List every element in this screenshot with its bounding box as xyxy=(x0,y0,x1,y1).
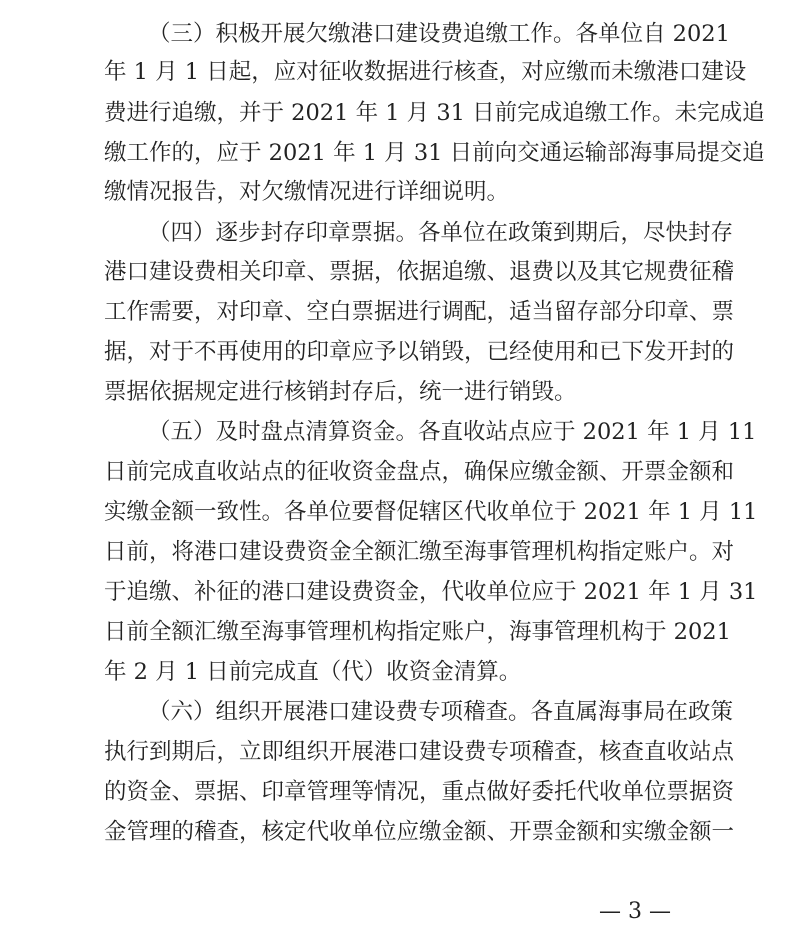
text-line: 年 2 月 1 日前完成直（代）收资金清算。 xyxy=(104,659,522,685)
text-line: （三）积极开展欠缴港口建设费追缴工作。各单位自 2021 xyxy=(148,21,730,47)
text-line: 港口建设费相关印章、票据，依据追缴、退费以及其它规费征稽 xyxy=(104,259,735,285)
text-line: 的资金、票据、印章管理等情况，重点做好委托代收单位票据资 xyxy=(104,779,735,805)
text-line: 缴工作的，应于 2021 年 1 月 31 日前向交通运输部海事局提交追 xyxy=(104,140,765,166)
text-line: （五）及时盘点清算资金。各直收站点应于 2021 年 1 月 11 xyxy=(148,419,757,445)
text-line: 费进行追缴，并于 2021 年 1 月 31 日前完成追缴工作。未完成追 xyxy=(104,100,765,126)
text-line: （六）组织开展港口建设费专项稽查。各直属海事局在政策 xyxy=(148,699,734,725)
text-line: 日前全额汇缴至海事管理机构指定账户，海事管理机构于 2021 xyxy=(104,619,731,645)
text-line: 缴情况报告，对欠缴情况进行详细说明。 xyxy=(104,179,510,205)
text-line: 日前完成直收站点的征收资金盘点，确保应缴金额、开票金额和 xyxy=(104,459,735,485)
text-line: 于追缴、补征的港口建设费资金，代收单位应于 2021 年 1 月 31 xyxy=(104,579,758,605)
text-line: 金管理的稽查，核定代收单位应缴金额、开票金额和实缴金额一 xyxy=(104,819,735,845)
text-line: 票据依据规定进行核销封存后，统一进行销毁。 xyxy=(104,379,577,405)
text-line: 据，对于不再使用的印章应予以销毁，已经使用和已下发开封的 xyxy=(104,339,735,365)
text-line: 执行到期后，立即组织开展港口建设费专项稽查，核查直收站点 xyxy=(104,739,735,765)
page-number: — 3 — xyxy=(599,899,671,924)
text-line: 日前，将港口建设费资金全额汇缴至海事管理机构指定账户。对 xyxy=(104,539,735,565)
text-line: 年 1 月 1 日起，应对征收数据进行核查，对应缴而未缴港口建设 xyxy=(104,59,747,85)
text-line: 实缴金额一致性。各单位要督促辖区代收单位于 2021 年 1 月 11 xyxy=(104,499,758,525)
text-line: （四）逐步封存印章票据。各单位在政策到期后，尽快封存 xyxy=(148,220,734,246)
text-line: 工作需要，对印章、空白票据进行调配，适当留存部分印章、票 xyxy=(104,299,735,325)
